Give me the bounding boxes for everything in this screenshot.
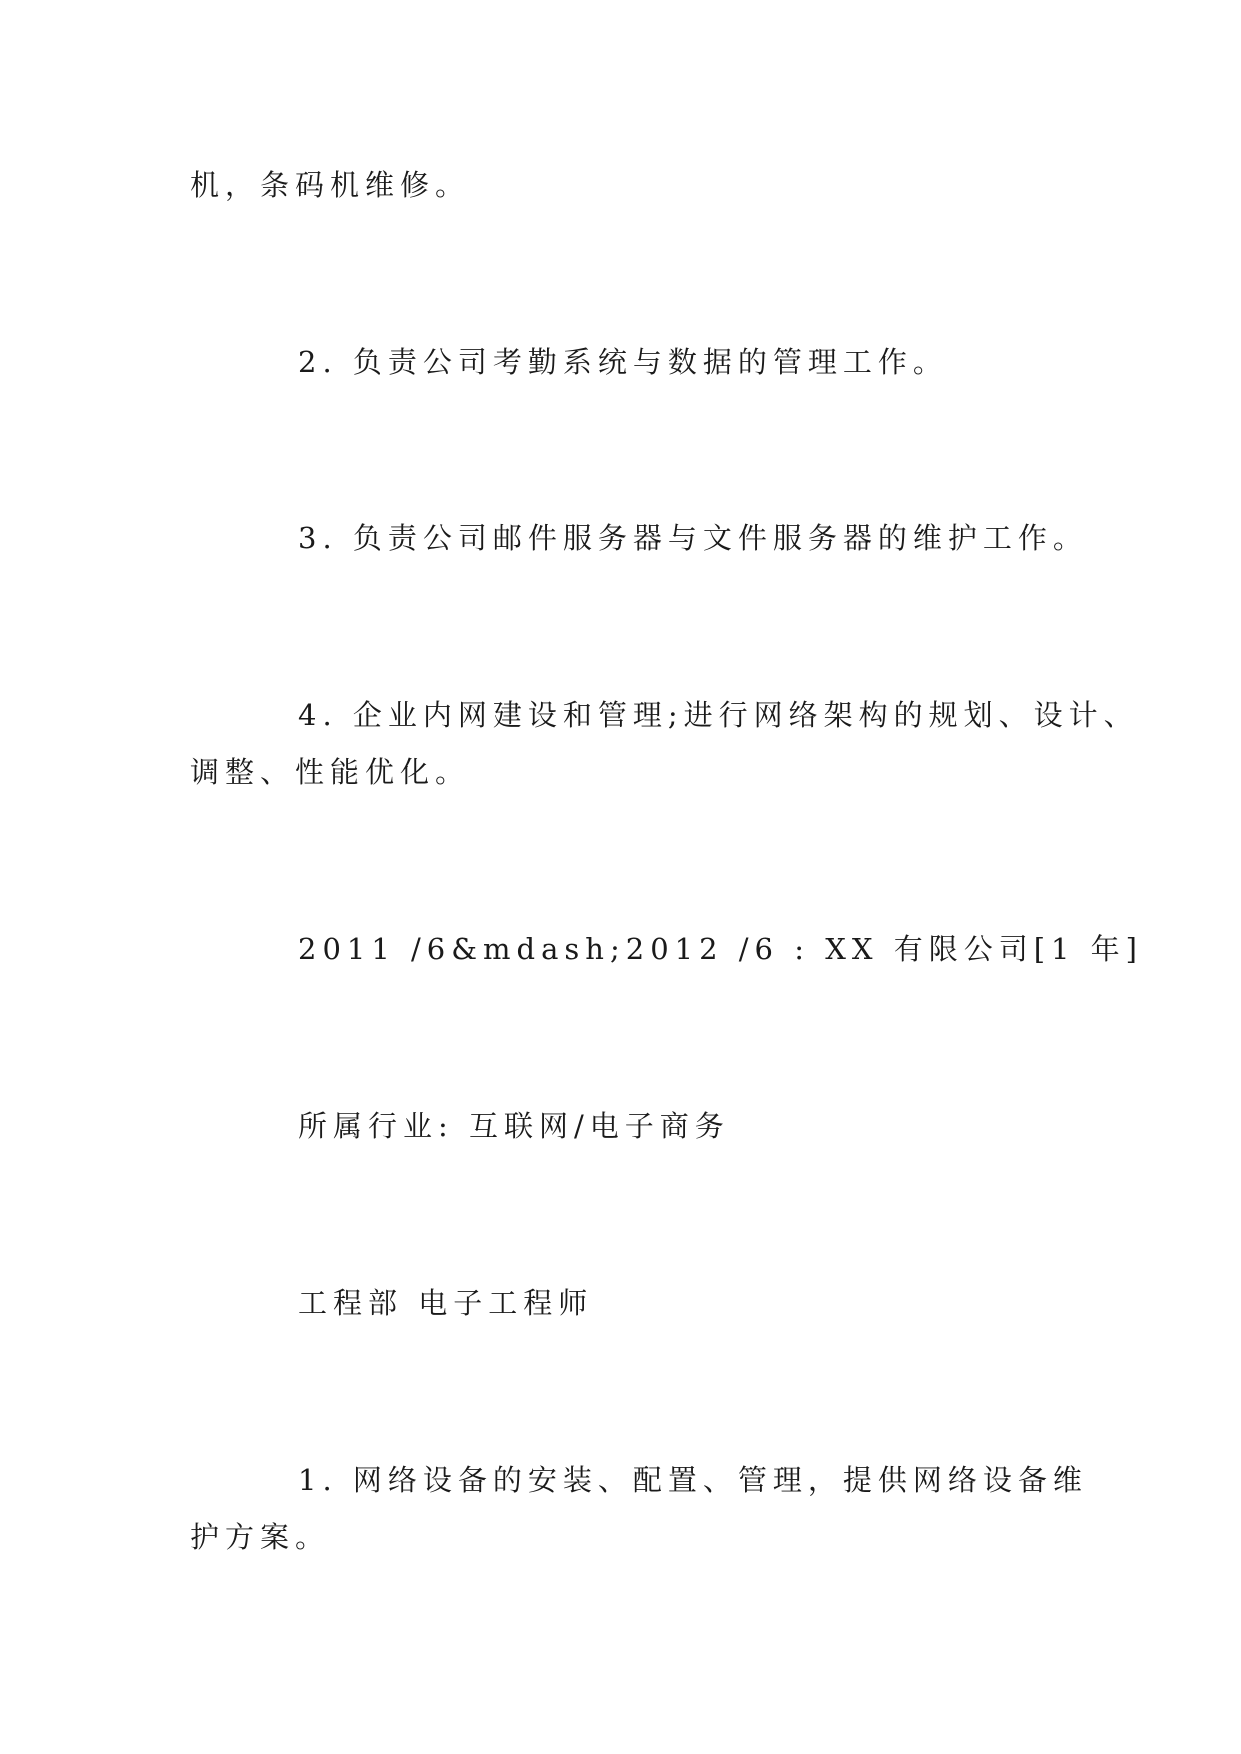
- department-title: 工程部 电子工程师: [298, 1286, 594, 1320]
- duty-item-1-continued: 护方案。: [190, 1520, 331, 1554]
- duty-item-2: 2. 负责公司考勤系统与数据的管理工作。: [298, 345, 948, 379]
- industry-line: 所属行业: 互联网/电子商务: [298, 1109, 730, 1143]
- duty-item-4: 4. 企业内网建设和管理;进行网络架构的规划、设计、: [298, 698, 1139, 732]
- employment-period: 2011 /6&mdash;2012 /6 : XX 有限公司[1 年]: [298, 932, 1143, 966]
- paragraph-line: 机，条码机维修。: [190, 168, 471, 202]
- duty-item-1: 1. 网络设备的安装、配置、管理，提供网络设备维: [298, 1463, 1088, 1497]
- duty-item-3: 3. 负责公司邮件服务器与文件服务器的维护工作。: [298, 521, 1088, 555]
- duty-item-4-continued: 调整、性能优化。: [190, 755, 471, 789]
